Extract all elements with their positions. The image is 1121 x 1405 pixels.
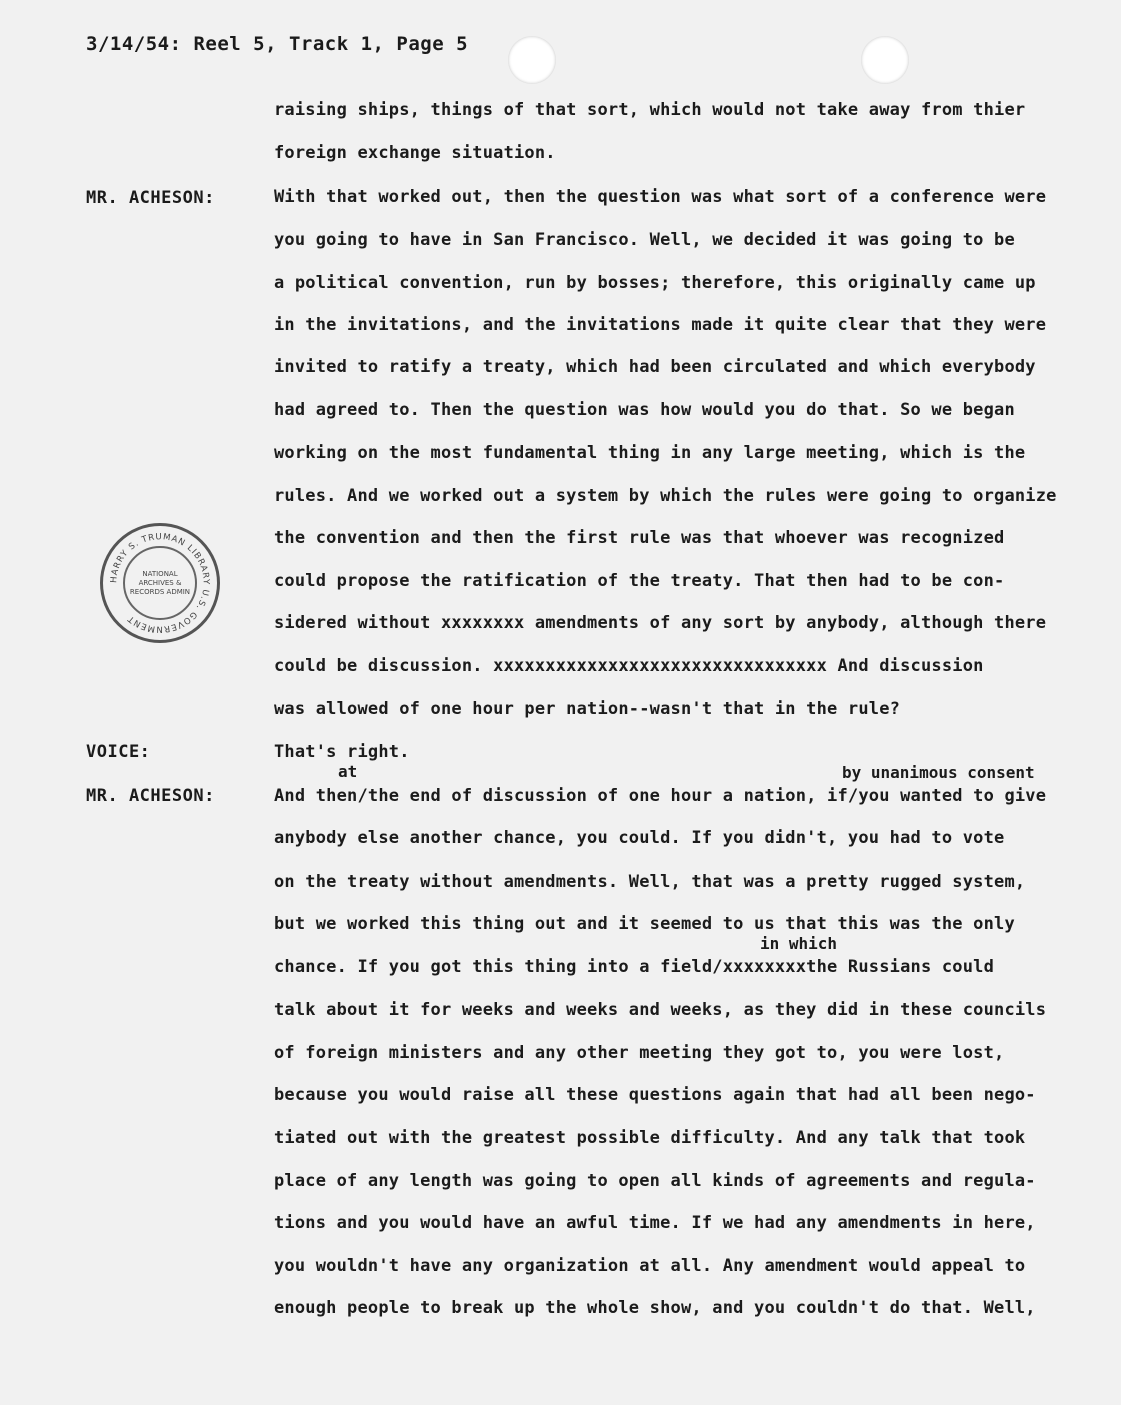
text-line: talk about it for weeks and weeks and weeks, as they did in these councils (274, 1000, 1047, 1020)
text-line: you going to have in San Francisco. Well, we decided it was going to be (274, 230, 1015, 250)
text-line: anybody else another chance, you could. If you didn't, you had to vote (274, 828, 1005, 848)
handwritten-insert-in-which: in which (760, 934, 838, 953)
text-line: of foreign ministers and any other meeting they got to, you were lost, (274, 1043, 1005, 1063)
text-line: could propose the ratification of the treaty. That then had to be con- (274, 571, 1005, 591)
text-line: And then/the end of discussion of one hour a nation, if/you wanted to give (274, 786, 1047, 806)
stamp-center-text: NATIONAL ARCHIVES & RECORDS ADMIN (123, 546, 197, 620)
svg-text:HARRY S. TRUMAN LIBRARY U.S. G (109, 532, 211, 634)
text-line: place of any length was going to open all kinds of agreements and regula- (274, 1171, 1036, 1191)
text-line: was allowed of one hour per nation--wasn't that in the rule? (274, 699, 901, 719)
page-header: 3/14/54: Reel 5, Track 1, Page 5 (86, 33, 469, 55)
text-line: That's right. (274, 742, 410, 762)
text-line: could be discussion. xxxxxxxxxxxxxxxxxxxxxxxxxxxxxxxx And discussion (274, 656, 984, 676)
text-line: you wouldn't have any organization at all. Any amendment would appeal to (274, 1256, 1026, 1276)
text-line: working on the most fundamental thing in any large meeting, which is the (274, 443, 1026, 463)
text-line: enough people to break up the whole show, and you couldn't do that. Well, (274, 1298, 1036, 1318)
speaker-acheson: MR. ACHESON: (86, 188, 215, 208)
speaker-voice: VOICE: (86, 742, 151, 762)
text-line: tiated out with the greatest possible difficulty. And any talk that took (274, 1128, 1026, 1148)
text-line: raising ships, things of that sort, which would not take away from thier (274, 100, 1026, 120)
text-line: rules. And we worked out a system by which the rules were going to organize (274, 486, 1057, 506)
stamp-ring-text: HARRY S. TRUMAN LIBRARY U.S. GOVERNMENT (109, 532, 211, 634)
text-line: tions and you would have an awful time. If we had any amendments in here, (274, 1213, 1036, 1233)
handwritten-insert-consent: by unanimous consent (842, 763, 1035, 782)
text-line: chance. If you got this thing into a field/xxxxxxxxthe Russians could (274, 957, 995, 977)
text-line: a political convention, run by bosses; therefore, this originally came up (274, 273, 1036, 293)
text-line: sidered without xxxxxxxx amendments of any sort by anybody, although there (274, 613, 1047, 633)
speaker-acheson: MR. ACHESON: (86, 786, 215, 806)
text-line: the convention and then the first rule was that whoever was recognized (274, 528, 1005, 548)
text-line: in the invitations, and the invitations made it quite clear that they were (274, 315, 1047, 335)
text-line: on the treaty without amendments. Well, that was a pretty rugged system, (274, 872, 1026, 892)
text-line: because you would raise all these questions again that had all been nego- (274, 1085, 1036, 1105)
text-line: but we worked this thing out and it seemed to us that this was the only (274, 914, 1015, 934)
text-line: With that worked out, then the question was what sort of a conference were (274, 187, 1047, 207)
text-line: foreign exchange situation. (274, 143, 556, 163)
punch-hole-left (508, 36, 556, 84)
text-line: had agreed to. Then the question was how would you do that. So we began (274, 400, 1015, 420)
text-line: invited to ratify a treaty, which had been circulated and which everybody (274, 357, 1036, 377)
stamp-ring-graphic (103, 526, 217, 640)
archive-stamp (100, 523, 220, 643)
handwritten-insert-at: at (338, 762, 358, 781)
punch-hole-right (861, 36, 909, 84)
